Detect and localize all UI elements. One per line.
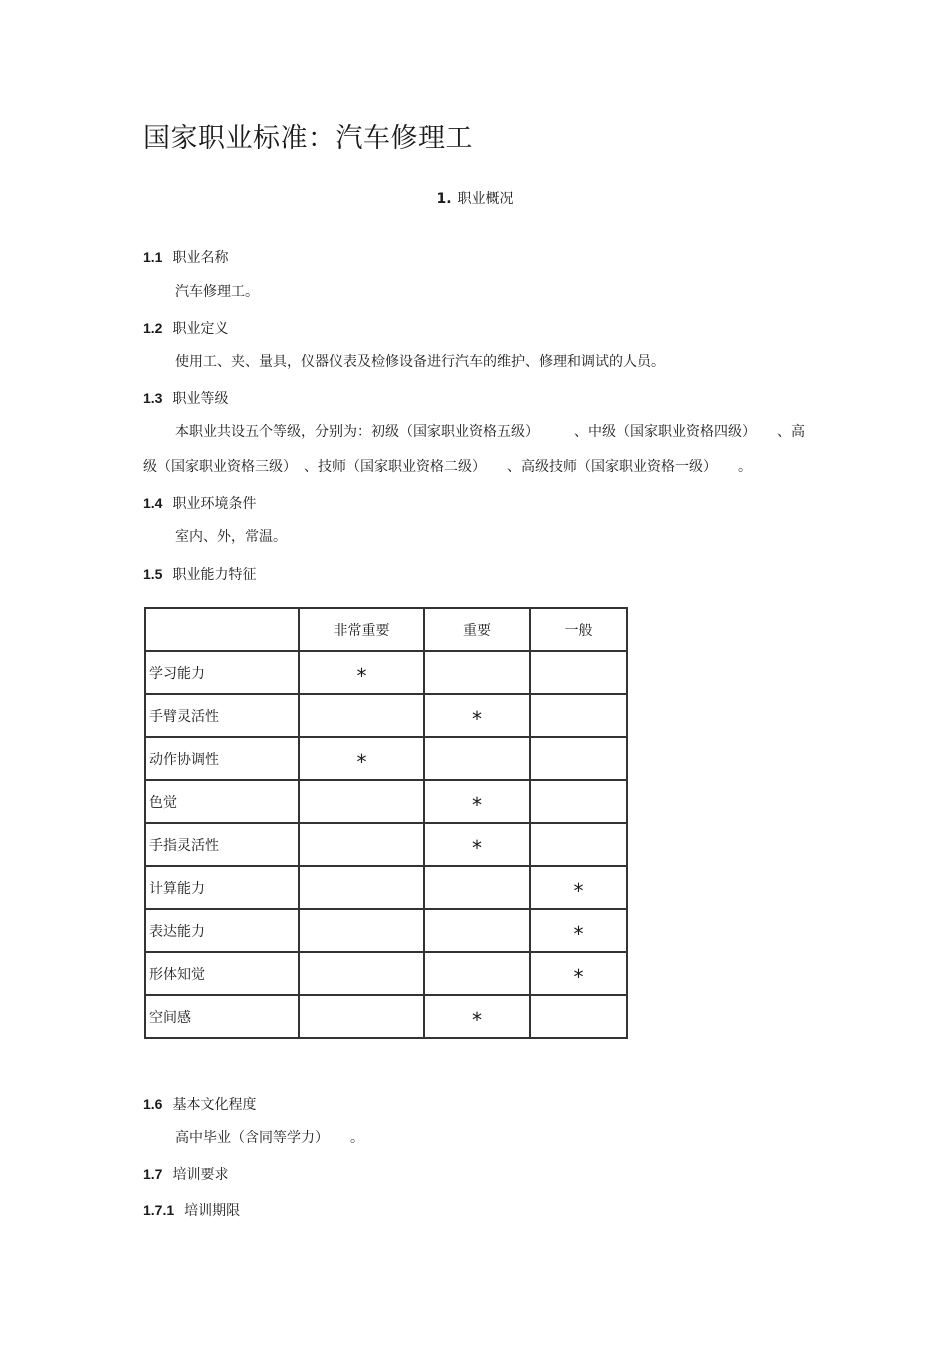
section-heading-1-7-1	[143, 1200, 240, 1220]
table-row	[145, 780, 627, 823]
row-label: 动作协调性	[145, 737, 299, 780]
page-title: 国家职业标准：汽车修理工	[143, 123, 473, 154]
section-label: 职业定义	[172, 321, 229, 337]
chapter-label: 职业概况	[457, 191, 514, 207]
paragraph-education: 高中毕业（含同等学力） 。	[175, 1130, 364, 1146]
section-label: 基本文化程度	[172, 1097, 257, 1113]
section-number: 1.3	[143, 390, 163, 406]
section-number: 1.2	[143, 320, 163, 336]
chapter-heading	[0, 188, 950, 208]
table-row	[145, 866, 627, 909]
paragraph-grades-line2: 级（国家职业资格三级） 、技师（国家职业资格二级） 、高级技师（国家职业资格一级） 。	[143, 459, 752, 475]
section-label: 培训要求	[172, 1167, 229, 1183]
section-number: 1.4	[143, 495, 163, 511]
rating-mark: *	[356, 664, 367, 688]
section-heading-1-6	[143, 1094, 256, 1114]
section-label: 职业等级	[172, 391, 229, 407]
section-heading-1-2	[143, 318, 228, 338]
rating-mark: *	[573, 879, 584, 903]
paragraph-name: 汽车修理工。	[175, 284, 259, 300]
section-label: 职业名称	[172, 250, 229, 266]
header-cell: 重要	[424, 608, 530, 651]
row-label: 色觉	[145, 780, 299, 823]
rating-mark: *	[472, 707, 482, 731]
section-number: 1.7	[143, 1166, 163, 1182]
row-label: 空间感	[145, 995, 299, 1038]
paragraph-grades-line1: 本职业共设五个等级，分别为：初级（国家职业资格五级） 、中级（国家职业资格四级） 、高	[175, 424, 805, 440]
row-label: 学习能力	[145, 651, 299, 694]
section-number: 1.6	[143, 1096, 163, 1112]
table-row	[145, 651, 627, 694]
row-label: 手指灵活性	[145, 823, 299, 866]
table-row	[145, 737, 627, 780]
header-cell: 非常重要	[299, 608, 424, 651]
row-label: 手臂灵活性	[145, 694, 299, 737]
rating-mark: *	[472, 1008, 482, 1032]
paragraph-definition: 使用工、夹、量具，仪器仪表及检修设备进行汽车的维护、修理和调试的人员。	[175, 354, 665, 370]
rating-mark: *	[472, 793, 482, 817]
section-heading-1-1	[143, 247, 228, 267]
header-cell: 一般	[530, 608, 627, 651]
table-row	[145, 995, 627, 1038]
chapter-number: 1.	[436, 191, 452, 207]
section-heading-1-7	[143, 1164, 228, 1184]
rating-mark: *	[573, 922, 584, 946]
row-label: 计算能力	[145, 866, 299, 909]
rating-mark: *	[573, 965, 584, 989]
rating-mark: *	[356, 750, 367, 774]
row-label: 形体知觉	[145, 952, 299, 995]
section-number: 1.5	[143, 566, 163, 582]
section-number: 1.1	[143, 249, 163, 265]
table-row	[145, 952, 627, 995]
section-heading-1-5	[143, 564, 256, 584]
ability-table	[144, 607, 628, 1039]
rating-mark: *	[472, 836, 482, 860]
table-row	[145, 909, 627, 952]
section-label: 职业能力特征	[172, 567, 257, 583]
header-cell	[145, 608, 299, 651]
section-label: 培训期限	[184, 1203, 241, 1219]
table-header-row	[145, 608, 627, 651]
table-row	[145, 694, 627, 737]
section-label: 职业环境条件	[172, 496, 257, 512]
section-heading-1-3	[143, 388, 228, 408]
paragraph-environment: 室内、外，常温。	[175, 529, 287, 545]
table-row	[145, 823, 627, 866]
row-label: 表达能力	[145, 909, 299, 952]
section-heading-1-4	[143, 493, 256, 513]
section-number: 1.7.1	[143, 1202, 175, 1218]
